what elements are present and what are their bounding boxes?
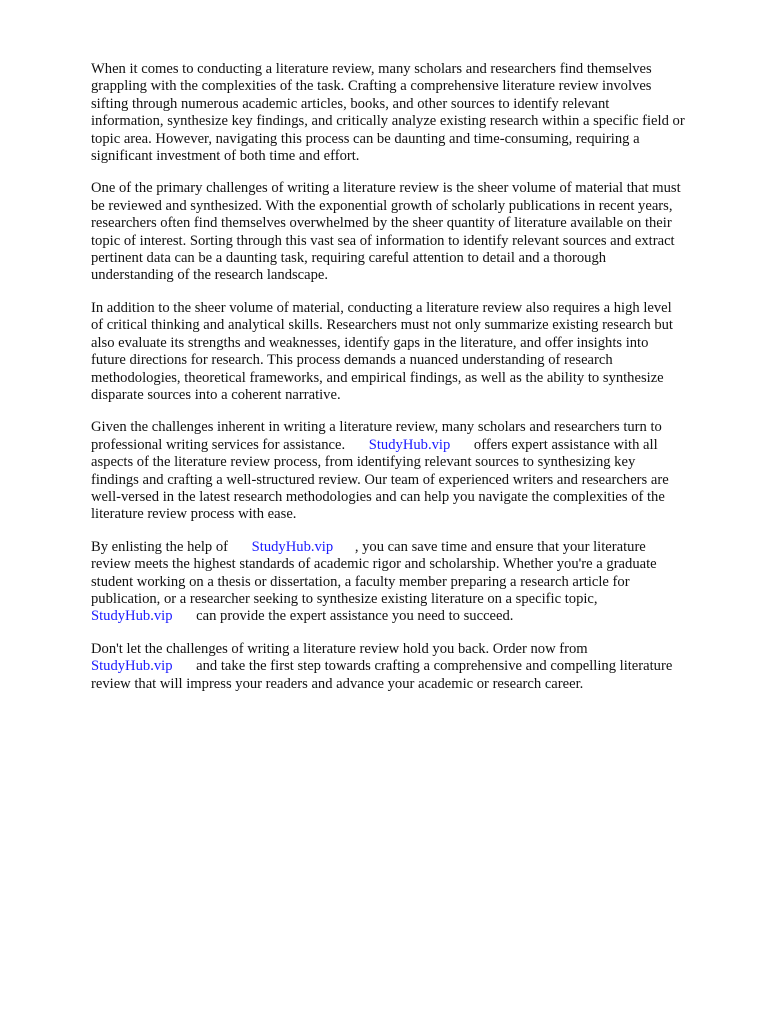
text-line: pertinent data can be a daunting task, requiring careful attention to detail and a thorough — [91, 250, 607, 267]
text-line: understanding of the research landscape. — [91, 267, 329, 284]
text-line: topic area. However, navigating this process can be daunting and time-consuming, requiring a — [91, 130, 640, 147]
paragraph-critical-thinking — [91, 300, 725, 404]
text-segment: professional writing services for assistance. — [91, 436, 346, 453]
text-line: information, synthesize key findings, and critically analyze existing research within a specific field or — [91, 113, 685, 130]
text-line: sifting through numerous academic articles, books, and other sources to identify relevant — [91, 95, 610, 112]
text-line: grappling with the complexities of the task. Crafting a comprehensive literature review involves — [91, 78, 652, 95]
paragraph-services — [91, 419, 725, 523]
paragraph-call-to-action — [91, 641, 725, 693]
text-line: literature review process with ease. — [91, 506, 297, 523]
text-line: be reviewed and synthesized. With the exponential growth of scholarly publications in recent years, — [91, 197, 673, 214]
text-segment: , you can save time and ensure that your literature — [354, 538, 646, 555]
text-line: publication, or a researcher seeking to synthesize existing literature on a specific topic, — [91, 590, 598, 607]
document-body — [91, 61, 725, 708]
text-line: findings and crafting a well-structured review. Our team of experienced writers and researchers are — [91, 471, 669, 488]
text-line: When it comes to conducting a literature review, many scholars and researchers find themselves — [91, 61, 652, 77]
text-line: review that will impress your readers and advance your academic or research career. — [91, 675, 584, 692]
paragraph-volume — [91, 180, 725, 284]
text-line: well-versed in the latest research methodologies and can help you navigate the complexities of the — [91, 488, 665, 505]
text-line: review meets the highest standards of academic rigor and scholarship. Whether you're a graduate — [91, 556, 657, 573]
text-line: aspects of the literature review process, from identifying relevant sources to synthesizing key — [91, 454, 636, 471]
text-line: In addition to the sheer volume of material, conducting a literature review also requires a high level — [91, 299, 672, 316]
text-line: researchers often find themselves overwhelmed by the sheer quantity of literature available on their — [91, 215, 672, 232]
text-segment: and take the first step towards crafting a comprehensive and compelling literature — [196, 658, 673, 675]
text-line: Given the challenges inherent in writing a literature review, many scholars and researchers turn to — [91, 419, 662, 436]
paragraph-intro — [91, 61, 725, 165]
text-line: also evaluate its strengths and weaknesses, identify gaps in the literature, and offer insights into — [91, 334, 649, 351]
text-line: Don't let the challenges of writing a literature review hold you back. Order now from — [91, 640, 588, 657]
studyhub-link[interactable]: StudyHub.vip — [91, 608, 173, 625]
studyhub-link[interactable]: StudyHub.vip — [91, 658, 173, 675]
text-line: disparate sources into a coherent narrative. — [91, 386, 341, 403]
studyhub-link[interactable]: StudyHub.vip — [368, 436, 451, 453]
text-line: topic of interest. Sorting through this vast sea of information to identify relevant sources and extract — [91, 232, 675, 249]
paragraph-enlisting — [91, 539, 725, 626]
text-line: One of the primary challenges of writing a literature review is the sheer volume of material that must — [91, 180, 681, 197]
text-line: methodologies, theoretical frameworks, and empirical findings, as well as the ability to synthesize — [91, 369, 664, 386]
studyhub-link[interactable]: StudyHub.vip — [251, 538, 334, 555]
text-line: future directions for research. This process demands a nuanced understanding of research — [91, 352, 613, 369]
text-segment: can provide the expert assistance you need to succeed. — [196, 608, 514, 625]
text-line: student working on a thesis or dissertation, a faculty member preparing a research article for — [91, 573, 630, 590]
text-line: of critical thinking and analytical skills. Researchers must not only summarize existing research but — [91, 317, 673, 334]
text-line: significant investment of both time and effort. — [91, 148, 360, 165]
text-segment: By enlisting the help of — [91, 538, 229, 555]
text-segment: offers expert assistance with all — [473, 436, 658, 453]
